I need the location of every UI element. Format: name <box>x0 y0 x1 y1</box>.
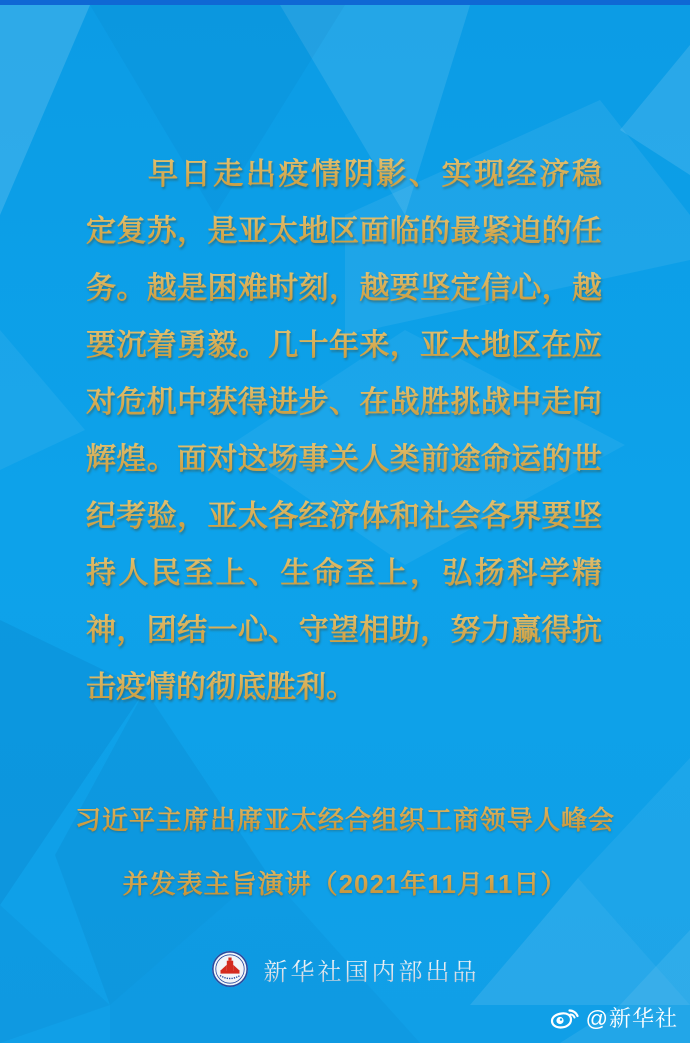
attribution-line-2: 并发表主旨演讲（2021年11月11日） <box>0 864 690 901</box>
attribution-block <box>0 800 690 901</box>
footer-producer-row <box>0 950 690 988</box>
attribution-line-1: 习近平主席出席亚太经合组织工商领导人峰会 <box>0 800 690 837</box>
quote-line: 务。越是困难时刻，越要坚定信心，越 <box>86 260 602 317</box>
producer-label: 新华社国内部出品 <box>264 952 480 987</box>
quote-line: 辉煌。面对这场事关人类前途命运的世 <box>86 431 602 488</box>
quote-line: 纪考验，亚太各经济体和社会各界要坚 <box>86 488 602 545</box>
quote-line: 持人民至上、生命至上，弘扬科学精 <box>86 545 602 602</box>
quote-line: 神，团结一心、守望相助，努力赢得抗 <box>86 602 602 659</box>
weibo-icon <box>549 1001 581 1033</box>
weibo-watermark <box>549 1001 678 1033</box>
quote-line: 对危机中获得进步、在战胜挑战中走向 <box>86 374 602 431</box>
quote-line: 定复苏，是亚太地区面临的最紧迫的任 <box>86 203 602 260</box>
quote-text-block <box>86 146 602 716</box>
watermark-handle: @新华社 <box>585 1005 678 1031</box>
quote-line: 击疫情的彻底胜利。 <box>86 659 602 716</box>
quote-line: 早日走出疫情阴影、实现经济稳 <box>86 146 602 203</box>
quote-line: 要沉着勇毅。几十年来，亚太地区在应 <box>86 317 602 374</box>
xinhua-emblem-icon <box>211 950 249 988</box>
